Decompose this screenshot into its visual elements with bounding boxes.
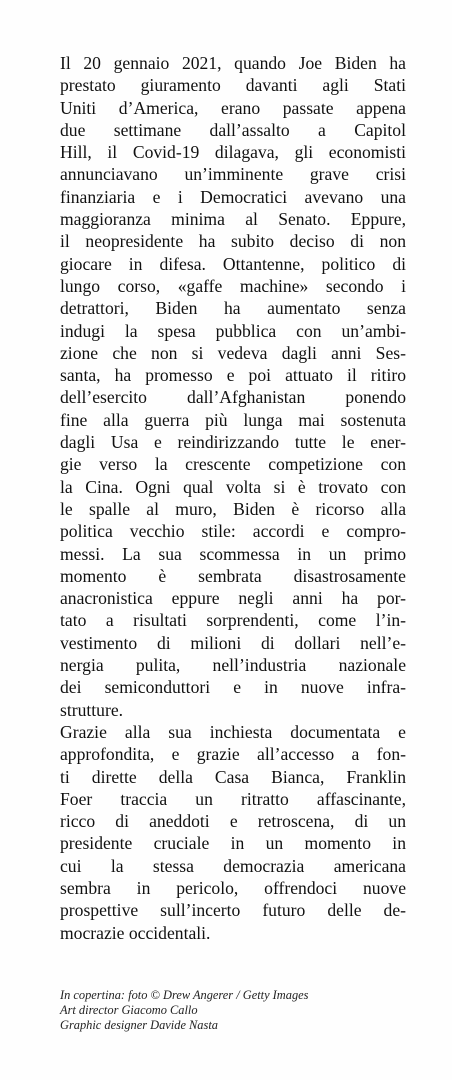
text-line: momento è sembrata disastrosamente (60, 565, 406, 586)
photo-credit: In copertina: foto © Drew Angerer / Getty Images (60, 988, 309, 1002)
text-line: dagli Usa e reindirizzando tutte le ener- (60, 432, 406, 453)
text-line: annunciavano un’imminente grave crisi (60, 164, 406, 185)
text-line: tato a risultati sorprendenti, come l’in- (60, 610, 406, 631)
text-line: mocrazie occidentali. (60, 922, 211, 943)
text-line: messi. La sua scommessa in un primo (60, 543, 406, 564)
text-line: lungo corso, «gaffe machine» secondo i (60, 275, 406, 296)
graphic-designer-credit: Graphic designer Davide Nasta (60, 1017, 218, 1032)
text-line: prospettive sull’incerto futuro delle de- (60, 900, 406, 921)
text-line: la Cina. Ogni qual volta si è trovato con (60, 476, 406, 497)
text-line: gie verso la crescente competizione con (60, 454, 406, 475)
text-line: politica vecchio stile: accordi e compro- (60, 521, 406, 542)
text-line: detrattori, Biden ha aumentato senza (60, 298, 406, 319)
blurb-paragraph-2 (60, 721, 406, 944)
text-line: ti dirette della Casa Bianca, Franklin (60, 766, 406, 787)
text-line: maggioranza minima al Senato. Eppure, (60, 209, 406, 230)
text-line: vestimento di milioni di dollari nell’e- (60, 632, 406, 653)
text-line: finanziaria e i Democratici avevano una (60, 186, 406, 207)
text-line: le spalle al muro, Biden è ricorso alla (60, 498, 406, 519)
text-line: Foer traccia un ritratto affascinante, (60, 788, 406, 809)
text-line: santa, ha promesso e poi attuato il ritiro (60, 365, 406, 386)
text-line: Il 20 gennaio 2021, quando Joe Biden ha (60, 53, 406, 73)
text-line: fine alla guerra più lunga mai sostenuta (60, 409, 406, 430)
blurb-text (60, 52, 406, 944)
text-line: due settimane dall’assalto a Capitol (60, 119, 406, 140)
text-line: Uniti d’America, erano passate appena (60, 97, 406, 118)
text-line: Hill, il Covid-19 dilagava, gli economisti (60, 142, 406, 163)
text-line: approfondita, e grazie all’accesso a fon- (60, 744, 406, 765)
text-line: zione che non si vedeva dagli anni Ses- (60, 342, 406, 363)
text-line: prestato giuramento davanti agli Stati (60, 75, 406, 96)
text-line: strutture. (60, 699, 124, 720)
text-line: indugi la spesa pubblica con un’ambi- (60, 320, 406, 341)
text-line: Grazie alla sua inchiesta documentata e (60, 721, 406, 742)
text-line: anacronistica eppure negli anni ha por- (60, 588, 406, 609)
text-line: giocare in difesa. Ottantenne, politico di (60, 253, 406, 274)
text-line: ricco di aneddoti e retroscena, di un (60, 811, 406, 832)
text-line: il neopresidente ha subito deciso di non (60, 231, 406, 252)
cover-credits (60, 988, 420, 1032)
blurb-paragraph-1 (60, 52, 406, 721)
text-line: dell’esercito dall’Afghanistan ponendo (60, 387, 406, 408)
text-line: nergia pulita, nell’industria nazionale (60, 655, 406, 676)
art-director-credit: Art director Giacomo Callo (60, 1002, 198, 1017)
text-line: cui la stessa democrazia americana (60, 855, 406, 876)
text-line: presidente cruciale in un momento in (60, 833, 406, 854)
text-line: dei semiconduttori e in nuove infra- (60, 677, 406, 698)
text-line: sembra in pericolo, offrendoci nuove (60, 877, 406, 898)
